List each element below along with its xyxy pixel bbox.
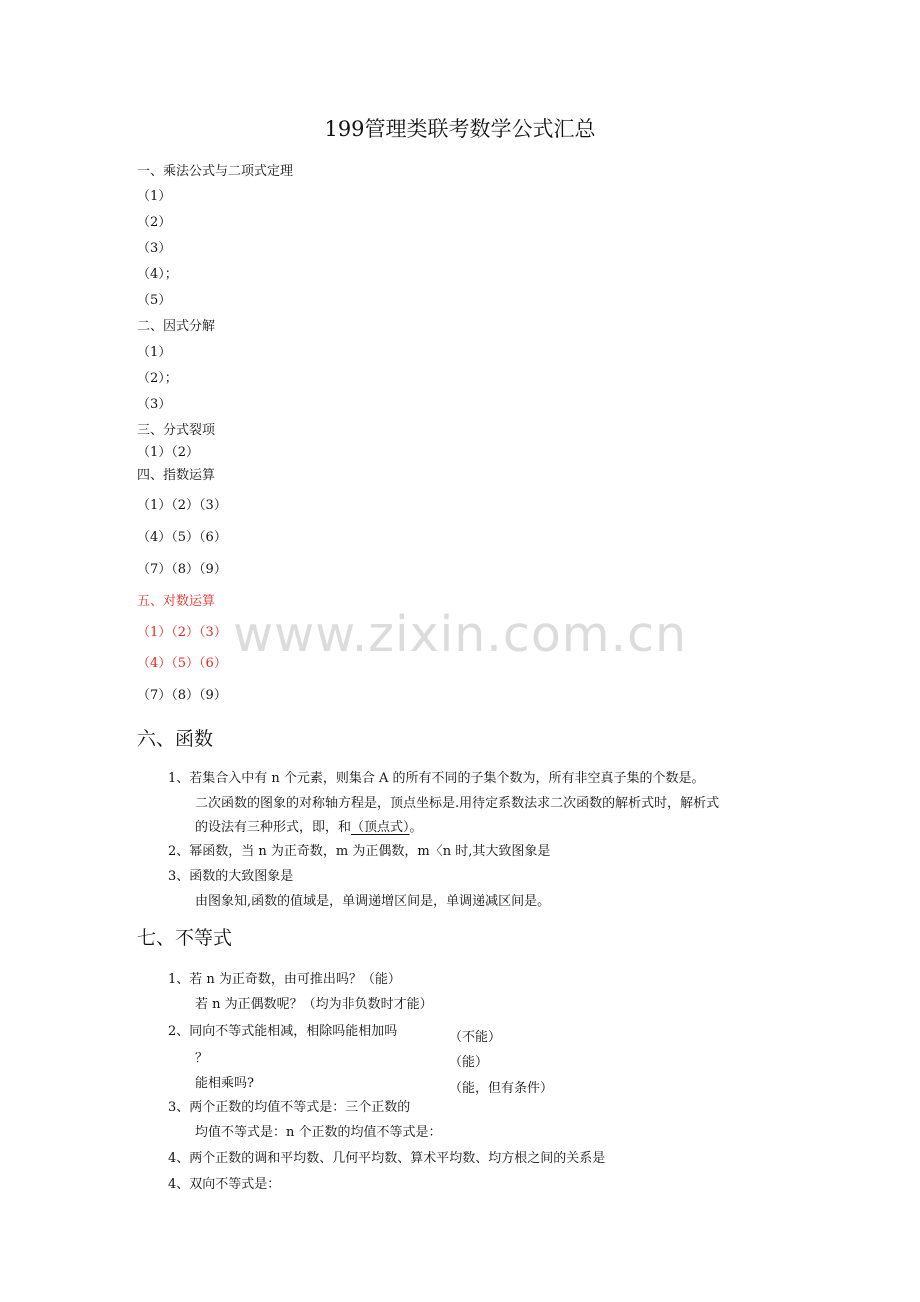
section-1-item: （4）；	[137, 267, 178, 282]
section-3-heading: 三、分式裂项	[137, 423, 216, 438]
section-2-heading: 二、因式分解	[137, 319, 216, 334]
section-6-line-text: 的设法有三种形式，即，和	[195, 820, 352, 835]
section-2-item: （1）	[137, 345, 172, 360]
section-7-heading: 七、不等式	[137, 927, 233, 949]
section-7-answer: （能）	[449, 1055, 489, 1070]
section-7-answer: （不能）	[449, 1030, 502, 1045]
section-6-line	[195, 821, 423, 834]
section-1-item: （1）	[137, 189, 172, 204]
section-5-row: （7）（8）（9）	[137, 688, 227, 703]
section-4-heading: 四、指数运算	[137, 468, 216, 483]
section-1-item: （5）	[137, 293, 172, 308]
section-6-line: 2、幂函数，当 n 为正奇数，m 为正偶数，m〈n 时,其大致图象是	[168, 844, 551, 859]
section-6-line: 二次函数的图象的对称轴方程是，顶点坐标是.用待定系数法求二次函数的解析式时，解析式	[195, 796, 720, 811]
section-7-line: 4、双向不等式是：	[168, 1177, 281, 1192]
section-1-heading: 一、乘法公式与二项式定理	[137, 164, 294, 179]
section-4-row: （4）（5）（6）	[137, 530, 227, 545]
section-7-line: 均值不等式是：n 个正数的均值不等式是：	[195, 1125, 442, 1140]
section-4-row: （7）（8）（9）	[137, 562, 227, 577]
section-6-line: 3、函数的大致图象是	[168, 869, 294, 884]
vertex-form-note: （顶点式）	[351, 820, 410, 835]
section-7-line: 2、同向不等式能相减，相除吗能相加吗	[168, 1024, 398, 1039]
section-5-row: （1）（2）（3）	[137, 625, 227, 640]
section-7-line: 4、两个正数的调和平均数、几何平均数、算术平均数、均方根之间的关系是	[168, 1151, 606, 1166]
section-6-heading: 六、函数	[137, 728, 214, 750]
document-title: 199管理类联考数学公式汇总	[324, 117, 596, 141]
watermark: www.zixin.com.cn	[233, 606, 688, 663]
section-2-item: （2）；	[137, 371, 178, 386]
section-6-line: 由图象知,函数的值域是，单调递增区间是，单调递减区间是。	[195, 894, 551, 909]
section-6-line-end: 。	[409, 820, 423, 835]
section-1-item: （3）	[137, 241, 172, 256]
section-7-line: 若 n 为正偶数呢？（均为非负数时才能）	[195, 997, 433, 1012]
section-7-line: 3、两个正数的均值不等式是：三个正数的	[168, 1100, 411, 1115]
section-6-line: 1、若集合入中有 n 个元素，则集合 A 的所有不同的子集个数为，所有非空真子集的个数是。	[168, 771, 705, 786]
section-3-line: （1）（2）	[137, 445, 200, 460]
section-4-row: （1）（2）（3）	[137, 498, 227, 513]
section-5-heading: 五、对数运算	[137, 594, 216, 609]
section-7-line: ？	[195, 1051, 209, 1066]
section-2-item: （3）	[137, 397, 172, 412]
section-7-line: 1、若 n 为正奇数，由可推出吗？（能）	[168, 972, 401, 987]
section-7-answer: （能，但有条件）	[449, 1081, 554, 1096]
section-1-item: （2）	[137, 215, 172, 230]
section-7-line: 能相乘吗?	[195, 1076, 254, 1091]
section-5-row: （4）（5）（6）	[137, 656, 227, 671]
